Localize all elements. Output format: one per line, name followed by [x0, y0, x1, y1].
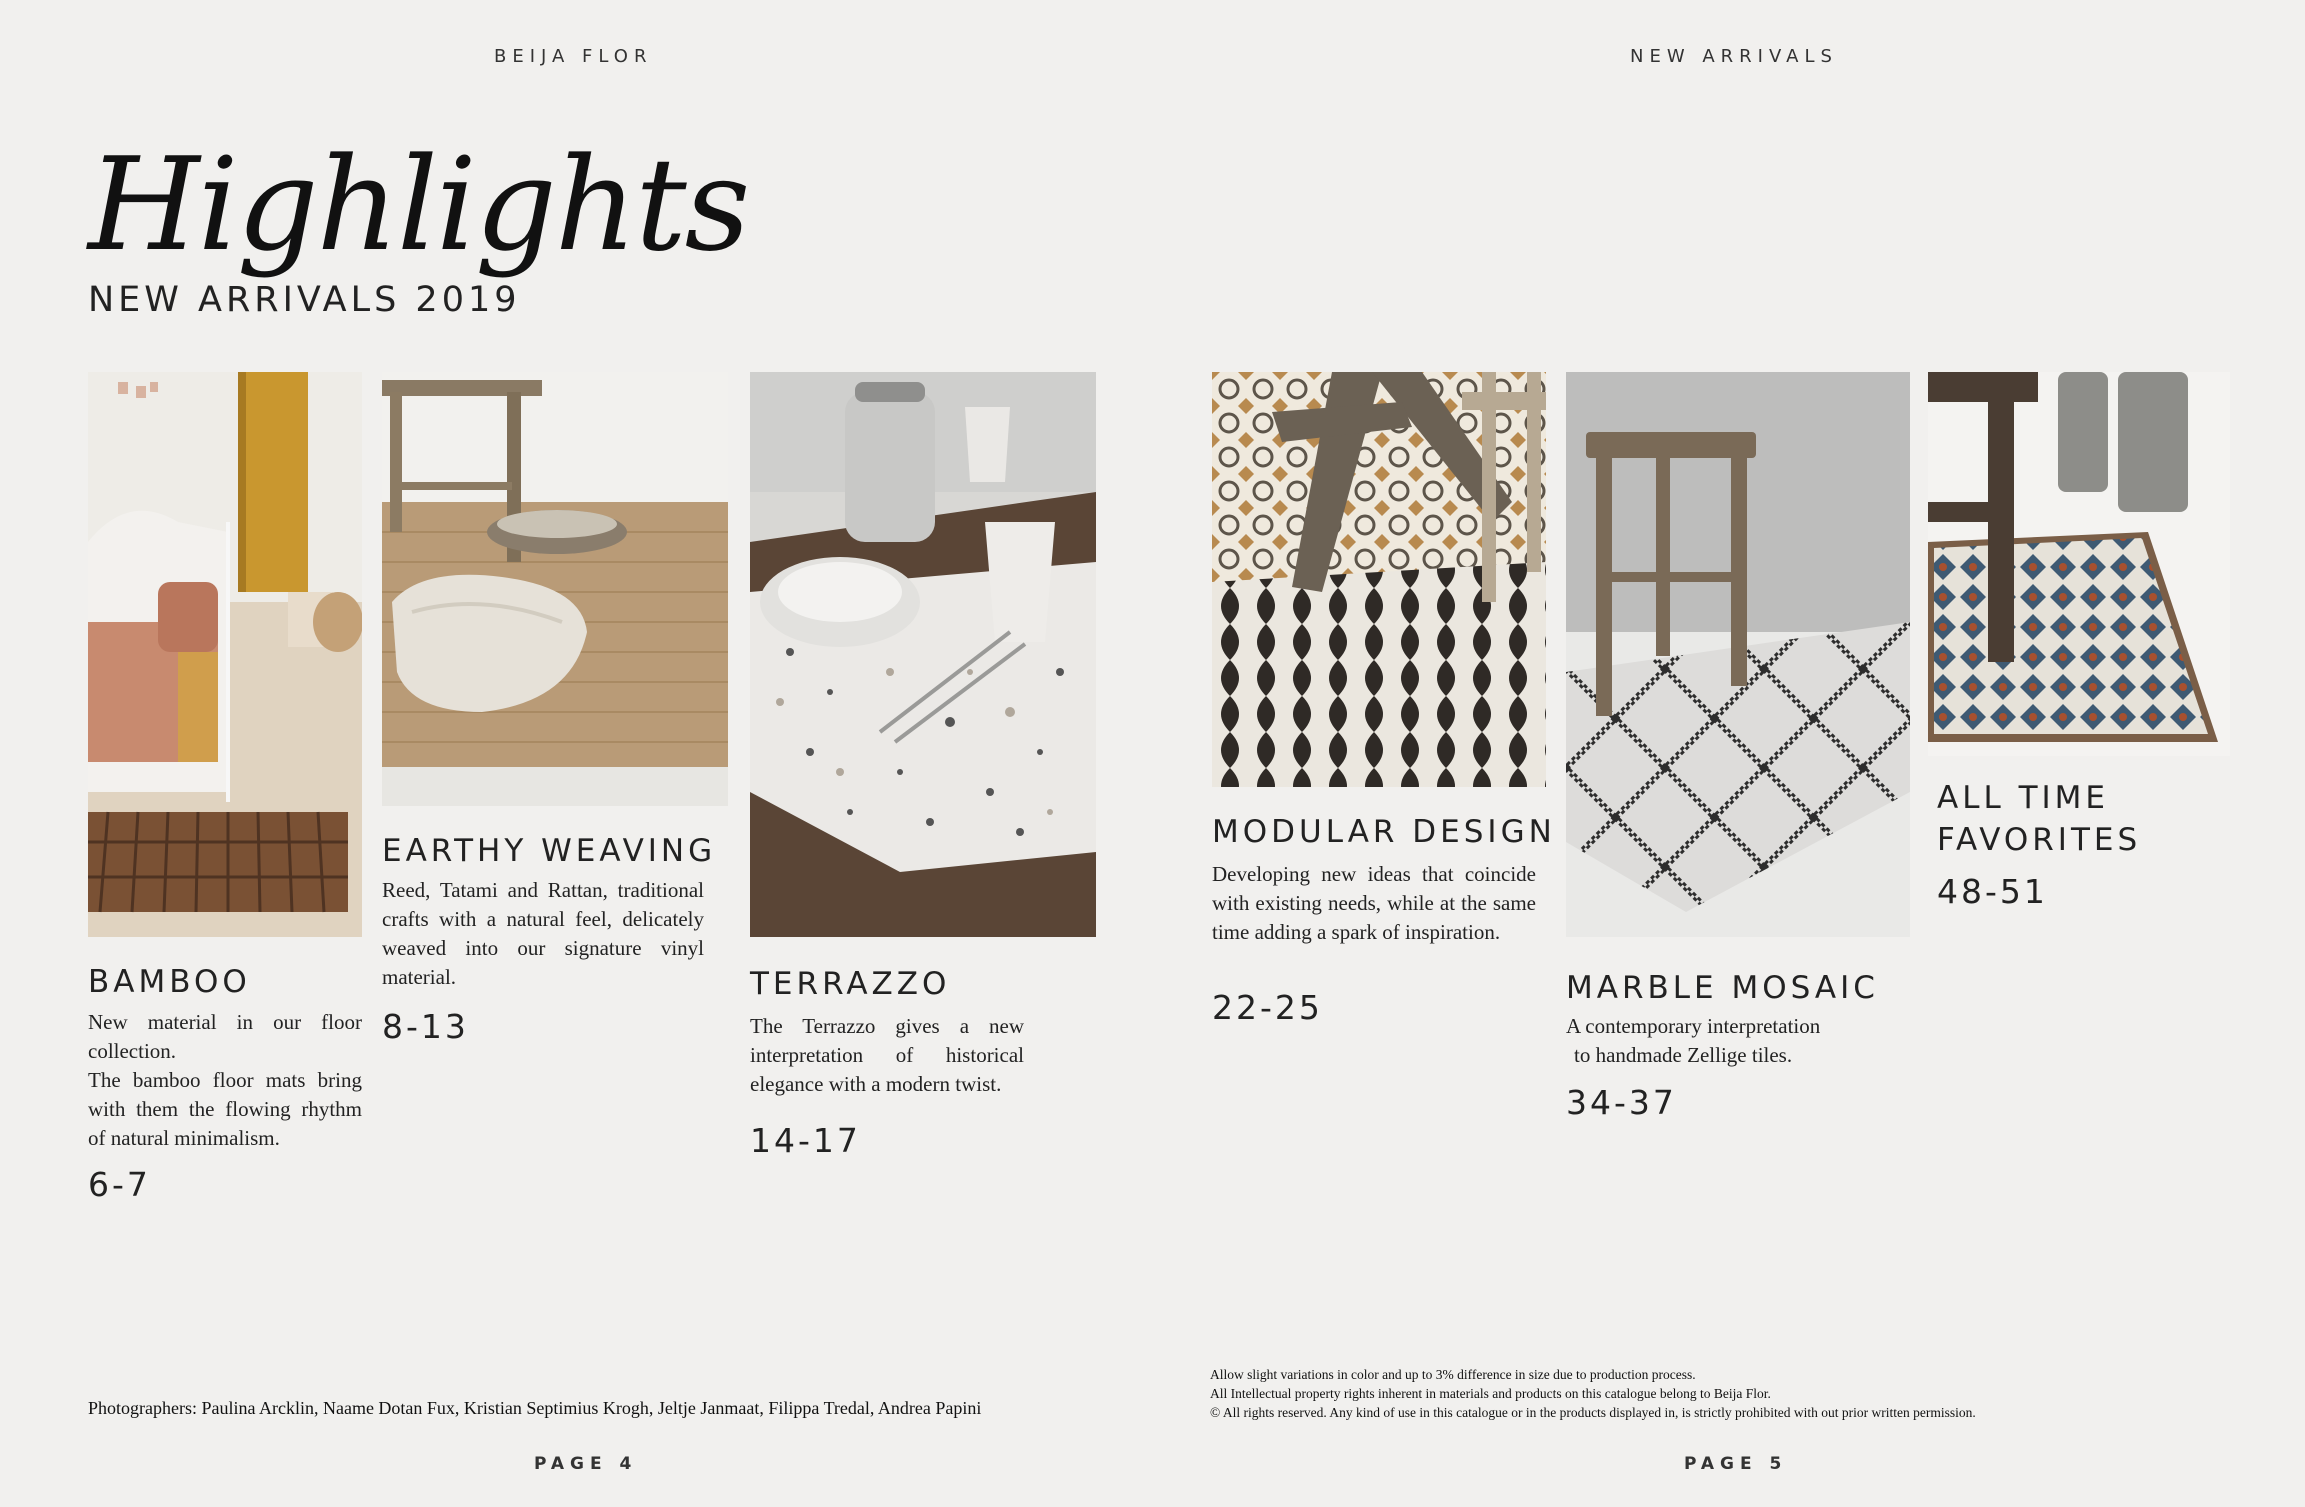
tile-rug-photo [1928, 372, 2230, 756]
bamboo-bedroom-photo [88, 372, 362, 937]
category-desc-modular-design: Developing new ideas that coincide with existing needs, while at the same time adding a spark of inspiration. [1212, 862, 1536, 944]
page-subtitle: NEW ARRIVALS 2019 [88, 280, 521, 320]
category-pages-all-time-favorites: 48-51 [1937, 872, 2048, 911]
category-desc-bamboo-line1: New material in our floor collection. [88, 1010, 362, 1063]
category-title-favorites-line1: ALL TIME [1937, 780, 2110, 816]
running-header-left: BEIJA FLOR [494, 46, 653, 67]
category-title-modular-design: MODULAR DESIGN [1212, 814, 1556, 850]
category-title-marble-mosaic: MARBLE MOSAIC [1566, 970, 1879, 1006]
category-title-favorites-line2: FAVORITES [1937, 821, 2142, 858]
legal-notice [1210, 1365, 1976, 1422]
category-title-all-time-favorites [1937, 778, 2141, 862]
category-pages-terrazzo: 14-17 [750, 1121, 861, 1160]
category-desc-bamboo [88, 1008, 362, 1153]
modular-tile-floor-photo [1212, 372, 1546, 787]
category-title-terrazzo: TERRAZZO [750, 966, 951, 1002]
category-desc-marble-mosaic [1566, 1012, 1886, 1070]
category-pages-bamboo: 6-7 [88, 1165, 151, 1204]
category-desc-earthy-weaving: Reed, Tatami and Rattan, traditional crafts with a natural feel, delicately weaved into our signature vinyl material. [382, 878, 704, 989]
terrazzo-table-photo [750, 372, 1096, 937]
category-desc-bamboo-line2: The bamboo floor mats bring with them the flowing rhythm of natural minimalism. [88, 1068, 362, 1150]
category-pages-modular-design: 22-25 [1212, 988, 1323, 1027]
category-title-bamboo: BAMBOO [88, 964, 251, 1000]
running-header-right: NEW ARRIVALS [1630, 46, 1838, 67]
page-title: Highlights [88, 131, 749, 280]
page-number-right: PAGE 5 [1684, 1454, 1788, 1474]
category-desc-terrazzo: The Terrazzo gives a new interpretation of historical elegance with a modern twist. [750, 1014, 1024, 1096]
marble-mosaic-stool-photo [1566, 372, 1910, 937]
woven-mat-photo [382, 372, 728, 806]
category-desc-marble-line2: to handmade Zellige tiles. [1574, 1043, 1793, 1067]
category-pages-earthy-weaving: 8-13 [382, 1007, 469, 1046]
category-desc-marble-line1: A contemporary interpretation [1566, 1014, 1821, 1038]
legal-line-1: Allow slight variations in color and up to 3% difference in size due to production process. [1210, 1367, 1696, 1382]
legal-line-3: © All rights reserved. Any kind of use in this catalogue or in the products displayed in, is strictly prohibited with out prior written permission. [1210, 1405, 1976, 1420]
page-number-left: PAGE 4 [534, 1454, 638, 1474]
category-title-earthy-weaving: EARTHY WEAVING [382, 833, 717, 869]
category-pages-marble-mosaic: 34-37 [1566, 1083, 1677, 1122]
legal-line-2: All Intellectual property rights inherent in materials and products on this catalogue belong to Beija Flor. [1210, 1386, 1771, 1401]
photographer-credits: Photographers: Paulina Arcklin, Naame Dotan Fux, Kristian Septimius Krogh, Jeltje Janmaat, Filippa Tredal, Andrea Papini [88, 1398, 982, 1418]
